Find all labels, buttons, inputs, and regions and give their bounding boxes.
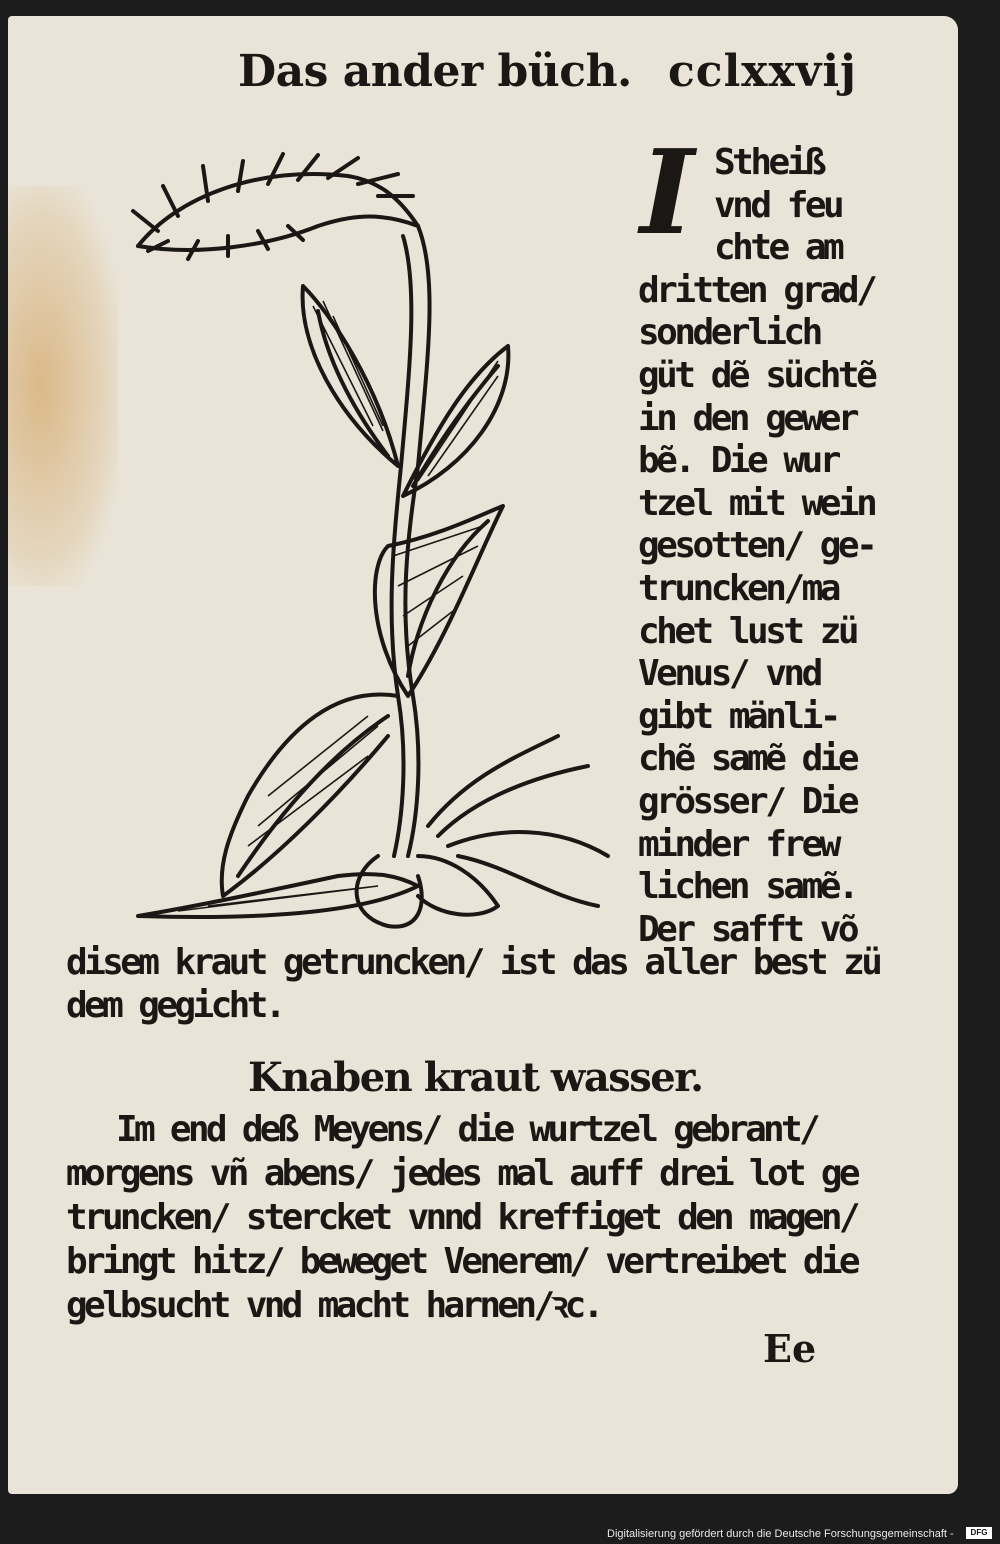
text-line: dritten grad/ — [638, 269, 875, 311]
text-line: chte am — [714, 227, 842, 269]
text-line: Stheiß — [714, 142, 824, 183]
text-line: minder frew — [638, 823, 838, 865]
section-paragraph — [66, 1108, 857, 1328]
plant-woodcut-illustration — [118, 136, 628, 936]
text-line: morgens vñ abens/ jedes mal auff drei lot ge — [66, 1153, 857, 1194]
text-line: chet lust zü — [638, 610, 857, 652]
digitization-credit: Digitalisierung gefördert durch die Deutsche Forschungsgemeinschaft - — [607, 1528, 954, 1540]
text-line: truncken/ stercket vnnd kreffiget den magen/ — [66, 1197, 857, 1238]
folio-number: cclxxvij — [668, 46, 857, 97]
text-line: gibt mänli- — [638, 695, 838, 737]
text-line: dem gegicht. — [66, 985, 283, 1026]
text-line: gesotten/ ge- — [638, 525, 875, 567]
text-line: in den gewer — [638, 397, 857, 439]
text-line: Venus/ vnd — [638, 653, 820, 695]
text-line: güt dẽ süchtẽ — [638, 354, 875, 396]
text-line: chẽ samẽ die — [638, 738, 857, 780]
section-heading: Knaben kraut wasser. — [248, 1054, 703, 1101]
text-line: disem kraut getruncken/ ist das aller best zü — [66, 942, 880, 983]
text-line: truncken/ma — [638, 567, 838, 609]
text-line: lichen samẽ. — [638, 866, 857, 908]
water-stain — [8, 186, 118, 586]
text-line: Im end deß Meyens/ die wurtzel gebrant/ — [116, 1109, 817, 1150]
full-width-text — [66, 941, 879, 1027]
book-page — [8, 16, 958, 1494]
text-line: bringt hitz/ beweget Venerem/ vertreibet die — [66, 1241, 857, 1282]
text-line: sonderlich — [638, 312, 820, 354]
catchword: Ee — [763, 1326, 817, 1371]
text-line: bẽ. Die wur — [638, 440, 838, 482]
decorated-initial: I — [640, 125, 695, 261]
text-line: vnd feu — [714, 184, 842, 226]
text-line: Der safft võ — [638, 908, 857, 950]
running-title: Das ander büch. — [238, 46, 632, 97]
dfg-logo: DFG — [966, 1527, 992, 1539]
text-line: gelbsucht vnd macht harnen/ꝛc. — [66, 1285, 601, 1326]
column-text — [638, 142, 888, 951]
text-line: grösser/ Die — [638, 780, 857, 822]
text-line: tzel mit wein — [638, 482, 875, 524]
